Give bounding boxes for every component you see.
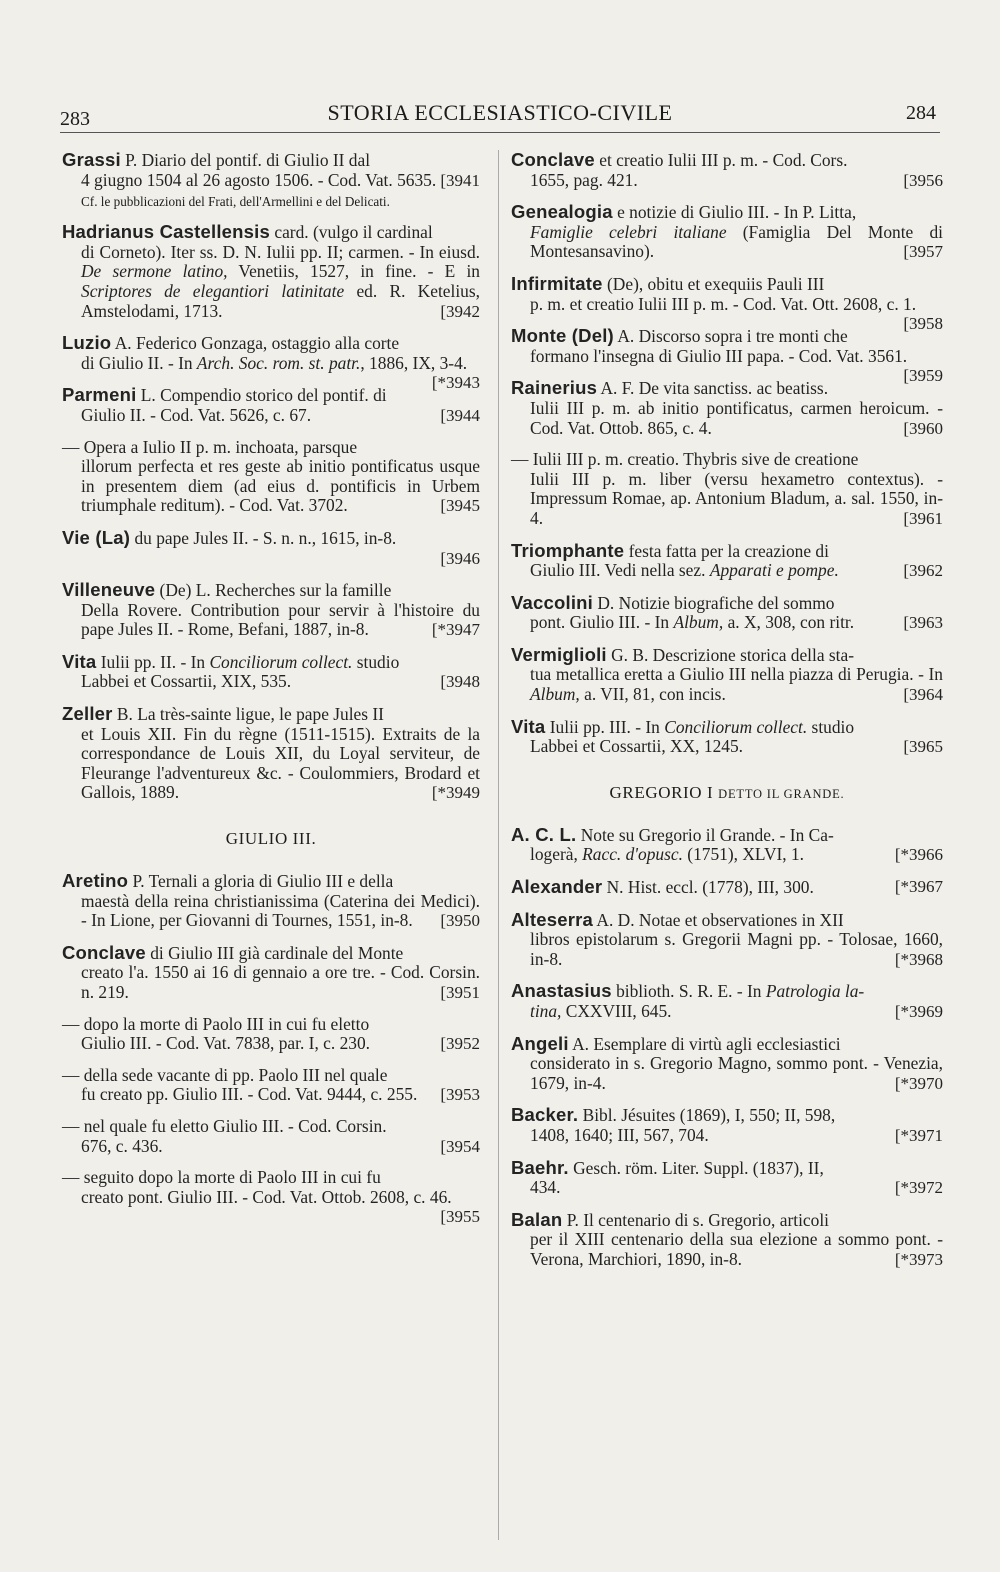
- entry-text: pont. Giulio III. - In: [530, 612, 674, 633]
- entry-italic: Conciliorum collect.: [664, 716, 808, 737]
- entry-3943: [62, 332, 480, 393]
- entry-3964: [511, 645, 943, 705]
- entry-italic: Famiglie celebri italiane: [530, 221, 727, 242]
- entry-text: — della sede vacante di pp. Paolo III nel quale: [62, 1064, 388, 1085]
- entry-text: A. Discorso sopra i tre monti che: [617, 326, 848, 347]
- entry-head: Grassi: [62, 149, 121, 170]
- entry-head: Infirmitate: [511, 272, 603, 294]
- entry-note: Cf. le pubblicazioni del Frati, dell'Armellini e del Delicati.: [81, 194, 390, 210]
- entry-3966: [511, 825, 943, 865]
- entry-head: Aretino: [62, 870, 129, 892]
- entry-text: A. F. De vita sanctiss. ac beatiss.: [600, 378, 829, 399]
- entry-3951: [62, 943, 480, 1003]
- entry-head: Baehr.: [511, 1156, 569, 1178]
- left-page-number: 283: [60, 108, 90, 130]
- entry-text: G. B. Descrizione storica della sta-: [611, 644, 855, 665]
- entry-number: [3944: [440, 405, 480, 425]
- entry-text: A. Federico Gonzaga, ostaggio alla corte: [114, 333, 400, 354]
- entry-head: Vita: [511, 715, 546, 737]
- entry-number: [*3943: [431, 373, 480, 393]
- entry-head: Triomphante: [511, 539, 625, 561]
- entry-number: [*3949: [431, 783, 480, 803]
- entry-number: [3955: [440, 1207, 480, 1227]
- entry-3963: [511, 593, 943, 633]
- entry-number: [3961: [903, 508, 943, 528]
- entry-number: [3964: [903, 685, 943, 705]
- entry-text: Iulii pp. II. - In: [100, 651, 210, 672]
- entry-text: D. Notizie biografiche del sommo: [597, 592, 835, 613]
- entry-text: formano l'insegna di Giulio III papa. - Cod. Vat. 3561.: [530, 345, 908, 366]
- entry-3965: [511, 717, 943, 757]
- entry-text: Venetiis, 1527, in fine. - E in: [227, 261, 481, 282]
- entry-head: Villeneuve: [62, 579, 156, 601]
- entry-italic: Patrologia la-: [765, 981, 865, 1002]
- entry-text: Gesch. röm. Liter. Suppl. (1837), II,: [573, 1157, 824, 1178]
- entry-text: Labbei et Cossartii, XX, 1245.: [530, 736, 744, 757]
- entry-number: [*3971: [894, 1125, 943, 1145]
- entry-text: Bibl. Jésuites (1869), I, 550; II, 598,: [582, 1105, 836, 1126]
- entry-3955: [62, 1167, 480, 1227]
- entry-head: A. C. L.: [511, 823, 577, 845]
- entry-head: Monte (Del): [511, 325, 614, 347]
- entry-text: Note su Gregorio il Grande. - In Ca-: [580, 824, 834, 845]
- entry-number: [*3947: [431, 620, 480, 640]
- entry-3968: [511, 910, 943, 970]
- entry-3946: [62, 528, 480, 568]
- entry-italic: Apparati e pompe.: [709, 560, 839, 581]
- entry-head: Rainerius: [511, 377, 598, 399]
- entry-number: [3941: [440, 170, 480, 190]
- entry-text: creato l'a. 1550 ai 16 di gennaio a ore tre. - Cod. Corsin. n. 219.: [81, 962, 480, 1002]
- entry-text: — seguito dopo la morte di Paolo III in cui fu: [62, 1167, 381, 1188]
- page-header: [0, 0, 1000, 140]
- entry-number: [*3972: [894, 1178, 943, 1198]
- entry-3944: [62, 385, 480, 425]
- entry-head: Backer.: [511, 1104, 579, 1126]
- left-column: [62, 150, 480, 1227]
- entry-text: biblioth. S. R. E. - In: [616, 981, 766, 1002]
- entry-number: [3946: [440, 548, 480, 568]
- entry-3972: [511, 1158, 943, 1198]
- entry-text: di Giulio II. - In: [81, 352, 197, 373]
- entry-text: P. Il centenario di s. Gregorio, articoli: [566, 1209, 829, 1230]
- entry-text: maestà della reina christianissima (Caterina dei Medici). - In Lione, per Giovanni di Tournes, 1551, in-8.: [81, 890, 480, 931]
- entry-text: (De) L. Recherches sur la famille: [159, 580, 392, 601]
- entry-italic: Album,: [530, 684, 580, 705]
- header-rule: [60, 132, 940, 133]
- column-divider: [498, 150, 499, 1540]
- entry-head: Conclave: [511, 149, 595, 170]
- entry-text: (Famiglia Del Monte di Montesansavino).: [530, 221, 943, 262]
- entry-number: [*3967: [894, 877, 943, 897]
- entry-number: [3945: [440, 496, 480, 516]
- entry-text: Iulii pp. III. - In: [549, 716, 665, 737]
- entry-head: Vaccolini: [511, 591, 594, 613]
- entry-head: Parmeni: [62, 384, 137, 406]
- entry-text: et Louis XII. Fin du règne (1511-1515). Extraits de la correspondance de Louis XII, du Loyal serviteur, de Fleurange l'adventureux &c. - Coulommiers, Brodard et Gallois, 1889.: [81, 723, 480, 803]
- entry-number: [3953: [440, 1085, 480, 1105]
- entry-3953: [62, 1066, 480, 1105]
- entry-italic: De sermone latino,: [81, 261, 228, 282]
- entry-italic: tina,: [530, 1001, 562, 1021]
- entry-text: fu creato pp. Giulio III. - Cod. Vat. 9444, c. 255.: [81, 1084, 418, 1105]
- entry-text: — Opera a Iulio II p. m. inchoata, parsque: [62, 436, 358, 457]
- entry-italic: Album,: [673, 612, 724, 633]
- entry-text: p. m. et creatio Iulii III p. m. - Cod. Vat. Ott. 2608, c. 1.: [530, 293, 917, 314]
- entry-number: [*3968: [894, 949, 943, 969]
- entry-3962: [511, 541, 943, 581]
- entry-number: [3952: [440, 1034, 480, 1054]
- section-title-giulio-iii: GIULIO III.: [225, 829, 317, 849]
- entry-text: Della Rovere. Contribution pour servir à l'histoire du pape Jules II. - Rome, Befani, 1887, in-8.: [81, 599, 480, 640]
- entry-head: Alexander: [511, 876, 603, 898]
- entry-text: card. (vulgo il cardinal: [274, 222, 433, 243]
- entry-head: Luzio: [62, 332, 112, 354]
- entry-3959: [511, 325, 943, 386]
- entry-text: Giulio III. - Cod. Vat. 7838, par. I, c. 230.: [81, 1033, 370, 1054]
- entry-number: [*3969: [894, 1002, 943, 1021]
- entry-3973: [511, 1210, 943, 1270]
- entry-number: [3942: [440, 301, 480, 321]
- entry-head: Vermiglioli: [511, 643, 607, 665]
- section-title-gregorio-i: [511, 783, 943, 803]
- entry-3960: [511, 378, 943, 438]
- entry-text: 434.: [530, 1177, 561, 1198]
- entry-text: studio: [807, 716, 855, 737]
- entry-text: B. La très-sainte ligue, le pape Jules II: [116, 704, 384, 725]
- entry-number: [3960: [903, 418, 943, 438]
- entry-text: N. Hist. eccl. (1778), III, 300.: [606, 877, 814, 898]
- entry-text: du pape Jules II. - S. n. n., 1615, in-8.: [134, 527, 397, 548]
- entry-head: Balan: [511, 1208, 563, 1230]
- entry-head: Zeller: [62, 703, 113, 725]
- entry-3942: [62, 222, 480, 321]
- entry-italic: Scriptores de elegantiori latinitate: [81, 280, 345, 301]
- entry-text: a. X, 308, con ritr.: [723, 612, 855, 633]
- entry-text: Labbei et Cossartii, XIX, 535.: [81, 671, 292, 692]
- entry-number: [3951: [440, 983, 480, 1002]
- entry-text: L. Compendio storico del pontif. di: [140, 385, 387, 406]
- entry-3950: [62, 871, 480, 931]
- entry-head: Vie (La): [62, 526, 131, 548]
- entry-head: Vita: [62, 650, 97, 672]
- entry-3954: [62, 1117, 480, 1156]
- entry-number: [3959: [903, 366, 943, 386]
- entry-number: [3954: [440, 1136, 480, 1156]
- entry-text: A. Esemplare di virtù agli ecclesiastici: [572, 1033, 841, 1054]
- entry-text: — Iulii III p. m. creatio. Thybris sive de creatione: [511, 449, 859, 470]
- entry-italic: Arch. Soc. rom. st. patr.: [196, 352, 361, 373]
- entry-text: Giulio III. Vedi nella sez.: [530, 560, 710, 581]
- running-title: STORIA ECCLESIASTICO-CIVILE: [327, 100, 673, 125]
- entry-number: [3950: [440, 911, 480, 931]
- entry-3952: [62, 1015, 480, 1054]
- entry-number: [3965: [903, 737, 943, 757]
- entry-3945: [62, 438, 480, 516]
- entry-text: A. D. Notae et observationes in XII: [596, 909, 844, 930]
- entry-text: creato pont. Giulio III. - Cod. Vat. Ottob. 2608, c. 46.: [81, 1186, 452, 1207]
- entry-3941: [62, 150, 480, 190]
- entry-text: 1655, pag. 421.: [530, 169, 638, 190]
- entry-text: per il XIII centenario della sua elezione a sommo pont. - Verona, Marchiori, 1890, in-8.: [530, 1229, 943, 1269]
- entry-3961: [511, 450, 943, 528]
- entry-text: a. VII, 81, con incis.: [579, 684, 726, 705]
- entry-number: [3956: [903, 170, 943, 190]
- entry-text: P. Diario del pontif. di Giulio II dal: [125, 150, 371, 170]
- entry-text: (1751), XLVI, 1.: [682, 844, 805, 865]
- entry-text: libros epistolarum s. Gregorii Magni pp. - Tolosae, 1660, in-8.: [530, 929, 943, 969]
- entry-text: 1408, 1640; III, 567, 704.: [530, 1124, 709, 1145]
- entry-3947: [62, 580, 480, 640]
- entry-number: [*3970: [894, 1073, 943, 1093]
- entry-3956: [511, 150, 943, 190]
- entry-text: et creatio Iulii III p. m. - Cod. Cors.: [599, 150, 848, 170]
- entry-head: Angeli: [511, 1032, 569, 1054]
- entry-number: [3957: [903, 242, 943, 262]
- entry-3957: [511, 202, 943, 262]
- entry-text: , 1886, IX, 3-4.: [360, 352, 468, 373]
- entry-3969: [511, 981, 943, 1021]
- entry-text: studio: [352, 651, 400, 672]
- entry-text: e notizie di Giulio III. - In P. Litta,: [617, 202, 857, 223]
- entry-text: (De), obitu et exequiis Pauli III: [607, 273, 825, 294]
- right-column: [511, 150, 943, 1282]
- entry-text: logerà,: [530, 844, 583, 865]
- entry-text: — nel quale fu eletto Giulio III. - Cod. Corsin.: [62, 1115, 387, 1136]
- entry-text: — dopo la morte di Paolo III in cui fu eletto: [62, 1013, 370, 1034]
- entry-text: 676, c. 436.: [81, 1135, 163, 1156]
- entry-text: tua metallica eretta a Giulio III nella piazza di Perugia. - In: [530, 664, 943, 685]
- entry-head: Genealogia: [511, 201, 613, 223]
- entry-italic: Racc. d'opusc.: [582, 844, 683, 865]
- entry-text: considerato in s. Gregorio Magno, sommo pont. - Venezia, 1679, in-4.: [530, 1053, 943, 1093]
- entry-text: di Giulio III già cardinale del Monte: [150, 942, 404, 963]
- entry-3970: [511, 1034, 943, 1094]
- entry-3949: [62, 704, 480, 803]
- entry-text: P. Ternali a gloria di Giulio III e della: [132, 871, 394, 892]
- entry-3971: [511, 1105, 943, 1145]
- entry-number: [*3966: [894, 845, 943, 865]
- entry-head: Alteserra: [511, 908, 594, 930]
- section-title-main: GREGORIO I: [609, 782, 714, 802]
- entry-text: Iulii III p. m. ab initio pontificatus, carmen heroicum. - Cod. Vat. Ottob. 865, c. 4.: [530, 397, 943, 438]
- entry-number: [3962: [903, 561, 943, 581]
- entry-head: Hadrianus Castellensis: [62, 221, 270, 243]
- entry-number: [3958: [903, 314, 943, 334]
- section-title-sub: DETTO IL GRANDE.: [718, 786, 845, 801]
- entry-number: [*3973: [894, 1249, 943, 1269]
- entry-3958: [511, 272, 943, 334]
- entry-text: ed. R. Ketelius, Amstelodami, 1713.: [81, 280, 480, 321]
- right-page-number: 284: [906, 102, 936, 124]
- entry-text: di Corneto). Iter ss. D. N. Iulii pp. II; carmen. - In eiusd.: [81, 241, 480, 262]
- entry-text: illorum perfecta et res geste ab initio pontificatus usque in presentem diem (ad eius d. pontificis in Urbem triumphale reditum). - Cod. Vat. 3702.: [81, 456, 480, 516]
- entry-italic: Conciliorum collect.: [209, 651, 353, 672]
- entry-text: CXXVIII, 645.: [561, 1001, 672, 1021]
- entry-3948: [62, 652, 480, 692]
- entry-number: [3948: [440, 672, 480, 692]
- entry-text: Giulio II. - Cod. Vat. 5626, c. 67.: [81, 404, 312, 425]
- entry-text: Iulii III p. m. liber (versu hexametro contextus). - Impressum Romae, ap. Antonium Bladum, a. sal. 1550, in-4.: [530, 468, 943, 528]
- entry-number: [3963: [903, 613, 943, 633]
- entry-3967: [511, 877, 943, 898]
- entry-head: Conclave: [62, 941, 146, 963]
- entry-text: 4 giugno 1504 al 26 agosto 1506. - Cod. Vat. 5635.: [81, 169, 437, 190]
- entry-head: Anastasius: [511, 980, 612, 1002]
- entry-text: festa fatta per la creazione di: [628, 540, 829, 561]
